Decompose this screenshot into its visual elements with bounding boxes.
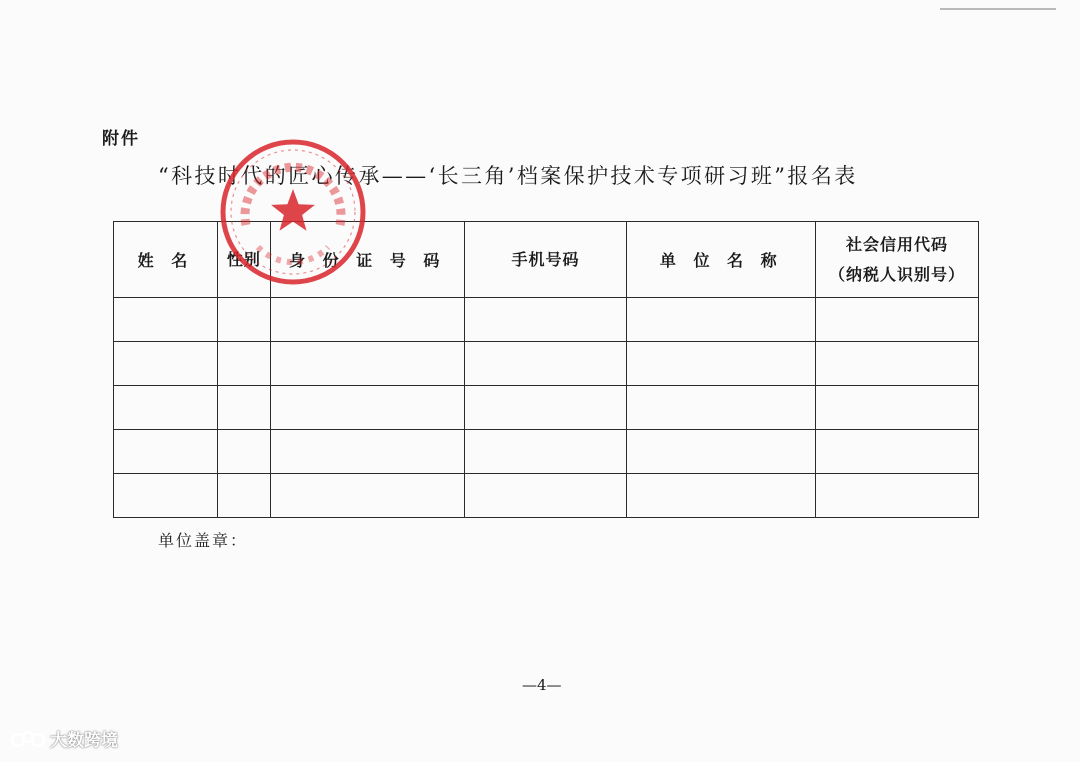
header-credit-code-line2: （纳税人识别号） [829,264,966,284]
table-cell[interactable] [816,474,979,518]
table-cell[interactable] [464,386,627,430]
brand-logo-icon [10,728,46,750]
table-cell[interactable] [217,298,270,342]
table-cell[interactable] [270,386,464,430]
watermark [10,726,118,751]
table-cell[interactable] [114,386,218,430]
table-cell[interactable] [217,386,270,430]
table-cell[interactable] [270,298,464,342]
table-cell[interactable] [627,474,816,518]
official-seal-stamp [218,137,368,287]
table-cell[interactable] [816,386,979,430]
unit-stamp-label: 单位盖章： [158,531,249,550]
table-row [114,430,979,474]
seal-bottom-text-arc [258,247,328,262]
header-id-number: 身 份 证 号 码 [270,222,464,298]
table-cell[interactable] [464,298,627,342]
header-unit-name: 单 位 名 称 [627,222,816,298]
table-cell[interactable] [464,430,627,474]
table-cell[interactable] [464,474,627,518]
table-cell[interactable] [114,342,218,386]
table-cell[interactable] [114,430,218,474]
header-credit-code-line1: 社会信用代码 [846,234,949,254]
table-cell[interactable] [270,474,464,518]
table-cell[interactable] [816,298,979,342]
header-phone: 手机号码 [464,222,627,298]
table-cell[interactable] [270,342,464,386]
table-row [114,474,979,518]
table-cell[interactable] [627,386,816,430]
table-cell[interactable] [217,474,270,518]
table-cell[interactable] [627,342,816,386]
form-title: “科技时代的匠心传承——‘长三角’档案保护技术专项研习班”报名表 [158,164,858,188]
table-cell[interactable] [816,430,979,474]
page-number: —4— [522,676,562,694]
table-cell[interactable] [627,430,816,474]
table-cell[interactable] [217,430,270,474]
table-row [114,342,979,386]
watermark-brand-text: 大数跨境 [50,731,118,751]
header-name: 姓 名 [114,222,218,298]
table-cell[interactable] [627,298,816,342]
top-edge-line [940,8,1056,10]
table-cell[interactable] [464,342,627,386]
table-cell[interactable] [816,342,979,386]
table-cell[interactable] [217,342,270,386]
table-cell[interactable] [114,474,218,518]
header-credit-code [816,222,979,298]
header-gender: 性别 [217,222,270,298]
seal-star-icon [271,189,315,231]
table-row [114,298,979,342]
table-row [114,386,979,430]
table-cell[interactable] [270,430,464,474]
attachment-label: 附件 [102,129,140,149]
table-cell[interactable] [114,298,218,342]
